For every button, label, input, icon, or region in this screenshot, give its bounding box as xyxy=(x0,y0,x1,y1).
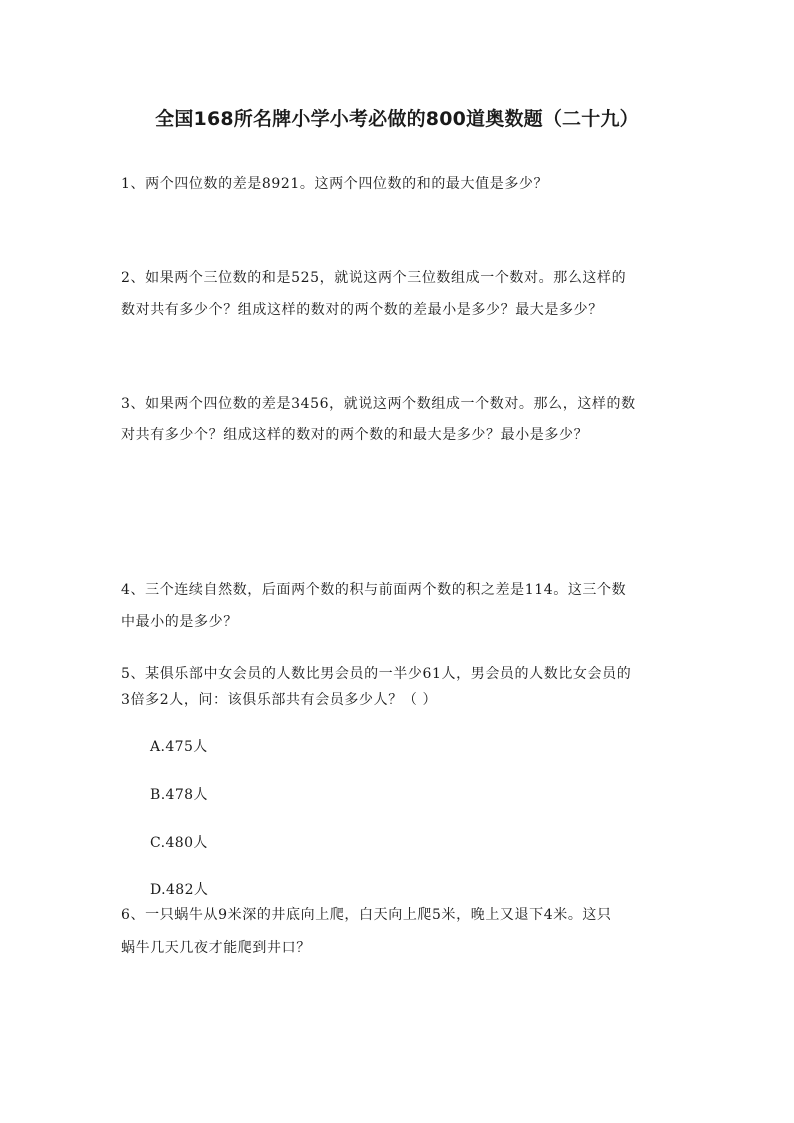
question-4-line-2: 中最小的是多少？ xyxy=(121,614,238,630)
question-5-option-b: B.478人 xyxy=(150,787,208,803)
question-5-line-1: 5、某俱乐部中女会员的人数比男会员的一半少61人，男会员的人数比女会员的 xyxy=(121,666,632,682)
document-title: 全国168所名牌小学小考必做的800道奥数题（二十九） xyxy=(155,108,639,130)
question-1-line-1: 1、两个四位数的差是8921。这两个四位数的和的最大值是多少？ xyxy=(121,176,549,192)
question-5-option-c: C.480人 xyxy=(150,835,208,851)
question-6-line-2: 蜗牛几天几夜才能爬到井口？ xyxy=(121,940,311,956)
question-2-line-2: 数对共有多少个？组成这样的数对的两个数的差最小是多少？最大是多少？ xyxy=(121,302,603,318)
question-5-option-a: A.475人 xyxy=(150,739,208,755)
question-5-option-d: D.482人 xyxy=(150,882,209,898)
question-2-line-1: 2、如果两个三位数的和是525，就说这两个三位数组成一个数对。那么这样的 xyxy=(121,270,627,286)
question-4-line-1: 4、三个连续自然数，后面两个数的积与前面两个数的积之差是114。这三个数 xyxy=(121,582,627,598)
question-3-line-1: 3、如果两个四位数的差是3456，就说这两个数组成一个数对。那么，这样的数 xyxy=(121,396,636,412)
question-6-line-1: 6、一只蜗牛从9米深的井底向上爬，白天向上爬5米，晚上又退下4米。这只 xyxy=(121,907,612,923)
question-3-line-2: 对共有多少个？组成这样的数对的两个数的和最大是多少？最小是多少？ xyxy=(121,427,589,443)
question-5-line-2: 3倍多2人，问：该俱乐部共有会员多少人？（ ） xyxy=(121,692,438,708)
